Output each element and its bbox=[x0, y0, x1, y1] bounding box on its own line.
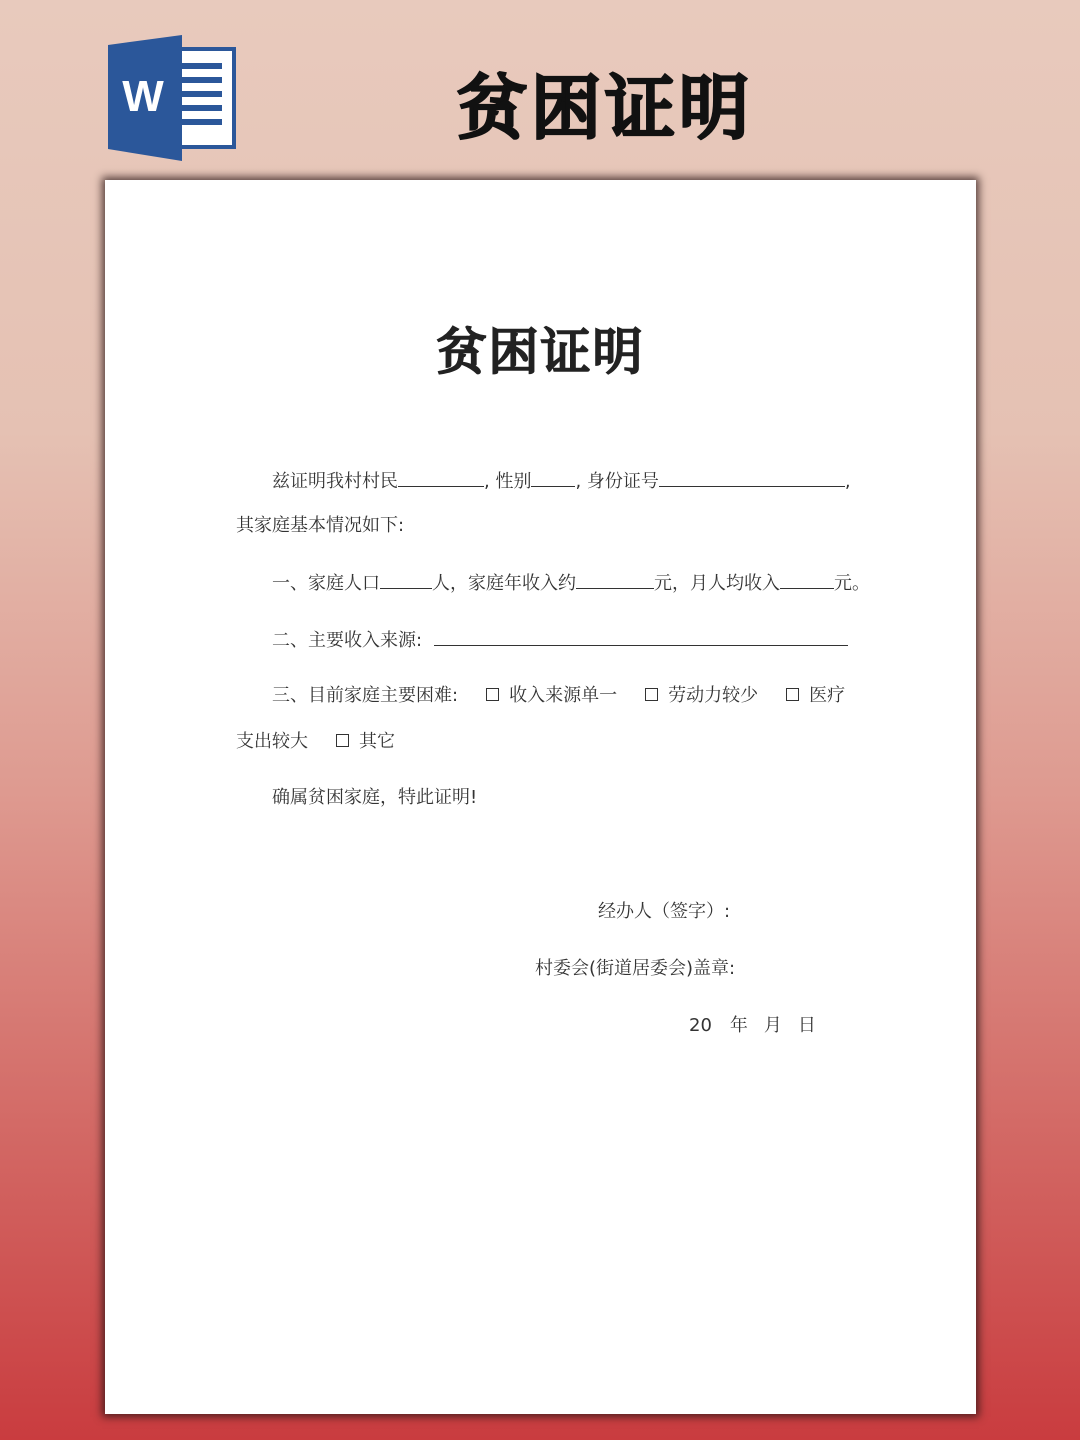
id-number-blank[interactable] bbox=[659, 468, 845, 487]
checkbox-less-labor[interactable] bbox=[645, 688, 658, 701]
gender-blank[interactable] bbox=[531, 468, 575, 487]
checkbox-medical[interactable] bbox=[786, 688, 799, 701]
intro-text-4: , bbox=[844, 471, 851, 492]
option-single-income: 收入来源单一 bbox=[509, 685, 618, 706]
intro-text-3: , 身份证号 bbox=[575, 471, 659, 492]
banner-title: 贫困证明 bbox=[457, 67, 753, 149]
intro-line bbox=[272, 468, 851, 494]
date-day: 日 bbox=[797, 1015, 816, 1036]
option-medical: 医疗 bbox=[809, 685, 846, 706]
conclusion-text: 确属贫困家庭，特此证明! bbox=[272, 787, 478, 808]
document-title: 贫困证明 bbox=[436, 323, 645, 381]
name-blank[interactable] bbox=[398, 468, 484, 487]
monthly-income-blank[interactable] bbox=[780, 570, 834, 589]
checkbox-other[interactable] bbox=[336, 734, 349, 747]
population-blank[interactable] bbox=[380, 570, 432, 589]
difficulties-label: 三、目前家庭主要困难: bbox=[272, 685, 459, 706]
date-line bbox=[689, 1014, 816, 1038]
document-page bbox=[105, 180, 976, 1414]
household-text-4: 元。 bbox=[834, 573, 870, 594]
income-source-label: 二、主要收入来源: bbox=[272, 630, 423, 651]
word-icon-letter: W bbox=[122, 72, 164, 121]
household-text-2: 人，家庭年收入约 bbox=[432, 573, 576, 594]
seal-label: 村委会(街道居委会)盖章: bbox=[535, 958, 736, 979]
option-other: 其它 bbox=[359, 731, 395, 752]
option-medical-continued: 支出较大 bbox=[236, 731, 308, 752]
difficulties-line bbox=[272, 684, 845, 708]
checkbox-single-income[interactable] bbox=[486, 688, 499, 701]
intro-line-2: 其家庭基本情况如下: bbox=[236, 515, 405, 536]
income-source-line bbox=[272, 627, 848, 653]
household-text-1: 一、家庭人口 bbox=[272, 573, 380, 594]
annual-income-blank[interactable] bbox=[576, 570, 654, 589]
income-source-blank[interactable] bbox=[434, 627, 848, 646]
difficulties-line-2 bbox=[236, 730, 395, 754]
handler-signature-label: 经办人（签字）: bbox=[598, 901, 731, 922]
household-text-3: 元，月人均收入 bbox=[654, 573, 780, 594]
intro-text-2: , 性别 bbox=[484, 471, 532, 492]
option-less-labor: 劳动力较少 bbox=[668, 685, 759, 706]
intro-text-1: 兹证明我村村民 bbox=[272, 471, 398, 492]
date-year: 年 bbox=[729, 1015, 748, 1036]
date-month: 月 bbox=[763, 1015, 782, 1036]
date-prefix: 20 bbox=[689, 1015, 712, 1036]
household-line bbox=[272, 570, 870, 596]
